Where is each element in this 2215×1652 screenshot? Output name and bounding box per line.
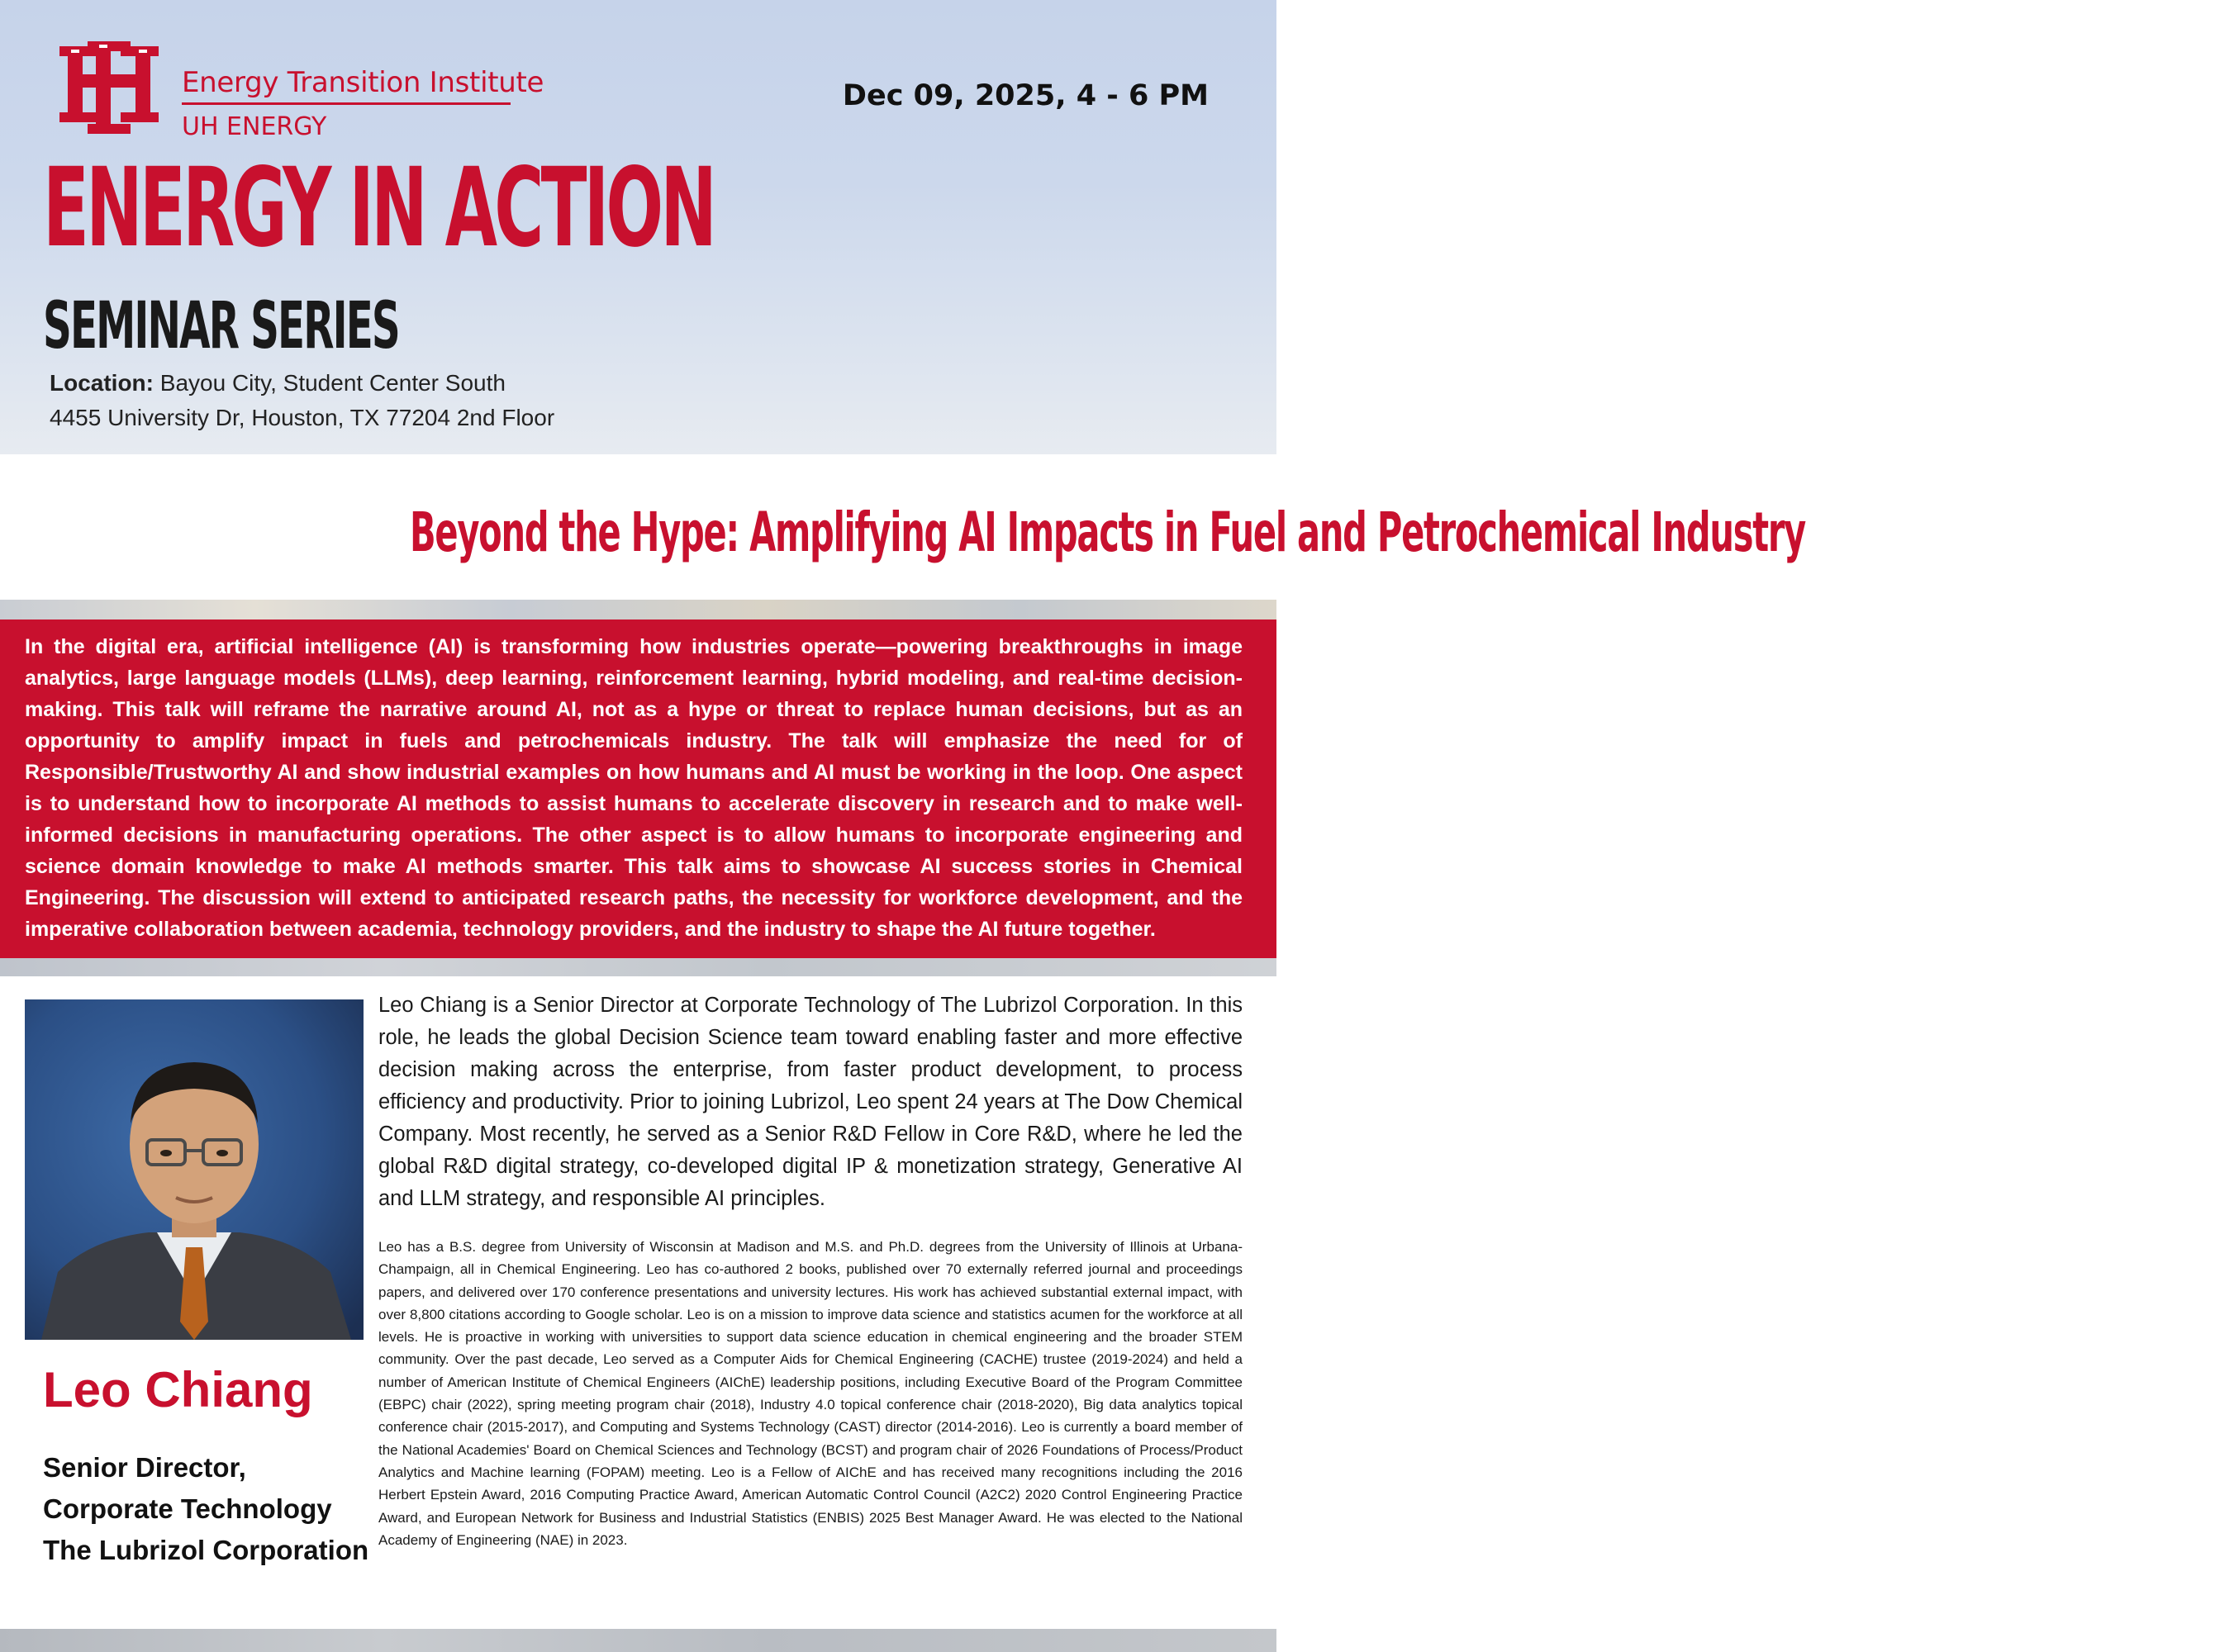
speaker-role-department: Corporate Technology: [43, 1493, 332, 1524]
speaker-photo: [25, 999, 364, 1340]
speaker-bio-detail: Leo has a B.S. degree from University of Wisconsin at Madison and M.S. and Ph.D. degrees from the University of Illinois at Urbana-Champaign, all in Chemical Engineering. Leo has co-authored 2 books, published over 70 externally referred journal and proceedings papers, and delivered over 170 conference presentations and university lectures. His work has achieved substantial external impact, with over 8,800 citations according to Google scholar. Leo is on a mission to improve data science and statistics acumen for the workforce at all levels. He is proactive in working with universities to support data science education in chemical engineering and the broader STEM community. Over the past decade, Leo served as a Computer Aids for Chemical Engineering (CACHE) trustee (2019-2024) and held a number of American Institute of Chemical Engineers (AIChE) leadership positions, including Executive Board of the Program Committee (EBPC) chair (2022), spring meeting program chair (2018), Industry 4.0 topical conference chair (2018-2020), Big data analytics topical conference chair (2015-2017), and Computing and Systems Technology (CAST) director (2014-2016). Leo is currently a board member of the National Academies' Board on Chemical Sciences and Technology (BCST) and program chair of 2026 Foundations of Process/Product Analytics and Machine learning (FOPAM) meeting. Leo is a Fellow of AIChE and has received many recognitions including the 2016 Herbert Epstein Award, 2016 Computing Practice Award, American Automatic Control Council (A2C2) 2020 Control Engineering Practice Award, and European Network for Business and Industrial Statistics (ENBIS) 2025 Best Manager Award. He was elected to the National Academy of Engineering (NAE) in 2023.: [378, 1239, 1243, 1548]
talk-title: Beyond the Hype: Amplifying AI Impacts in Fuel and Petrochemical Industry: [409, 501, 1805, 564]
location-value: Bayou City, Student Center South: [159, 370, 506, 396]
talk-title-wrap: [0, 501, 1805, 564]
main-title: ENERGY IN ACTION: [43, 145, 715, 272]
city-image-strip-lower: [0, 958, 1276, 976]
institute-name: Energy Transition Institute: [182, 66, 544, 99]
location-line: [50, 370, 506, 396]
speaker-name: Leo Chiang: [43, 1362, 313, 1417]
event-date: Dec 09, 2025, 4 - 6 PM: [842, 79, 1209, 112]
city-image-strip: [0, 600, 1276, 620]
location-label: Location:: [50, 370, 154, 396]
speaker-bio-main: Leo Chiang is a Senior Director at Corporate Technology of The Lubrizol Corporation. In this role, he leads the global Decision Science team toward enabling faster and more effective decision making across the enterprise, from faster product development, to process efficiency and productivity. Prior to joining Lubrizol, Leo spent 24 years at The Dow Chemical Company. Most recently, he served as a Senior R&D Fellow in Core R&D, where he led the global R&D digital strategy, co-developed digital IP & monetization strategy, Generative AI and LLM strategy, and responsible AI principles.: [378, 994, 1243, 1210]
bottom-image-strip: [0, 1629, 1276, 1652]
series-subtitle: SEMINAR SERIES: [43, 289, 399, 363]
address-line: 4455 University Dr, Houston, TX 77204 2nd Floor: [50, 405, 555, 430]
uh-logo-icon: [59, 41, 159, 134]
speaker-role-company: The Lubrizol Corporation: [43, 1535, 369, 1565]
institute-divider: [182, 102, 511, 105]
speaker-role-title: Senior Director,: [43, 1452, 246, 1483]
institute-subtitle: UH ENERGY: [182, 112, 327, 141]
speaker-role: [43, 1447, 373, 1571]
talk-abstract: In the digital era, artificial intelligence (AI) is transforming how industries operate—powering breakthroughs in image analytics, large language models (LLMs), deep learning, reinforcement learning, hybrid modeling, and real-time decision-making. This talk will reframe the narrative around AI, not as a hype or threat to replace human decisions, but as an opportunity to amplify impact in fuels and petrochemicals industry. The talk will emphasize the need for of Responsible/Trustworthy AI and show industrial examples on how humans and AI must be working in the loop. One aspect is to understand how to incorporate AI methods to assist humans to accelerate discovery in research and to make well-informed decisions in manufacturing operations. The other aspect is to allow humans to incorporate engineering and science domain knowledge to make AI methods smarter. This talk aims to showcase AI success stories in Chemical Engineering. The discussion will extend to anticipated research paths, the necessity for workforce development, and the imperative collaboration between academia, technology providers, and the industry to shape the AI future together.: [25, 635, 1243, 941]
